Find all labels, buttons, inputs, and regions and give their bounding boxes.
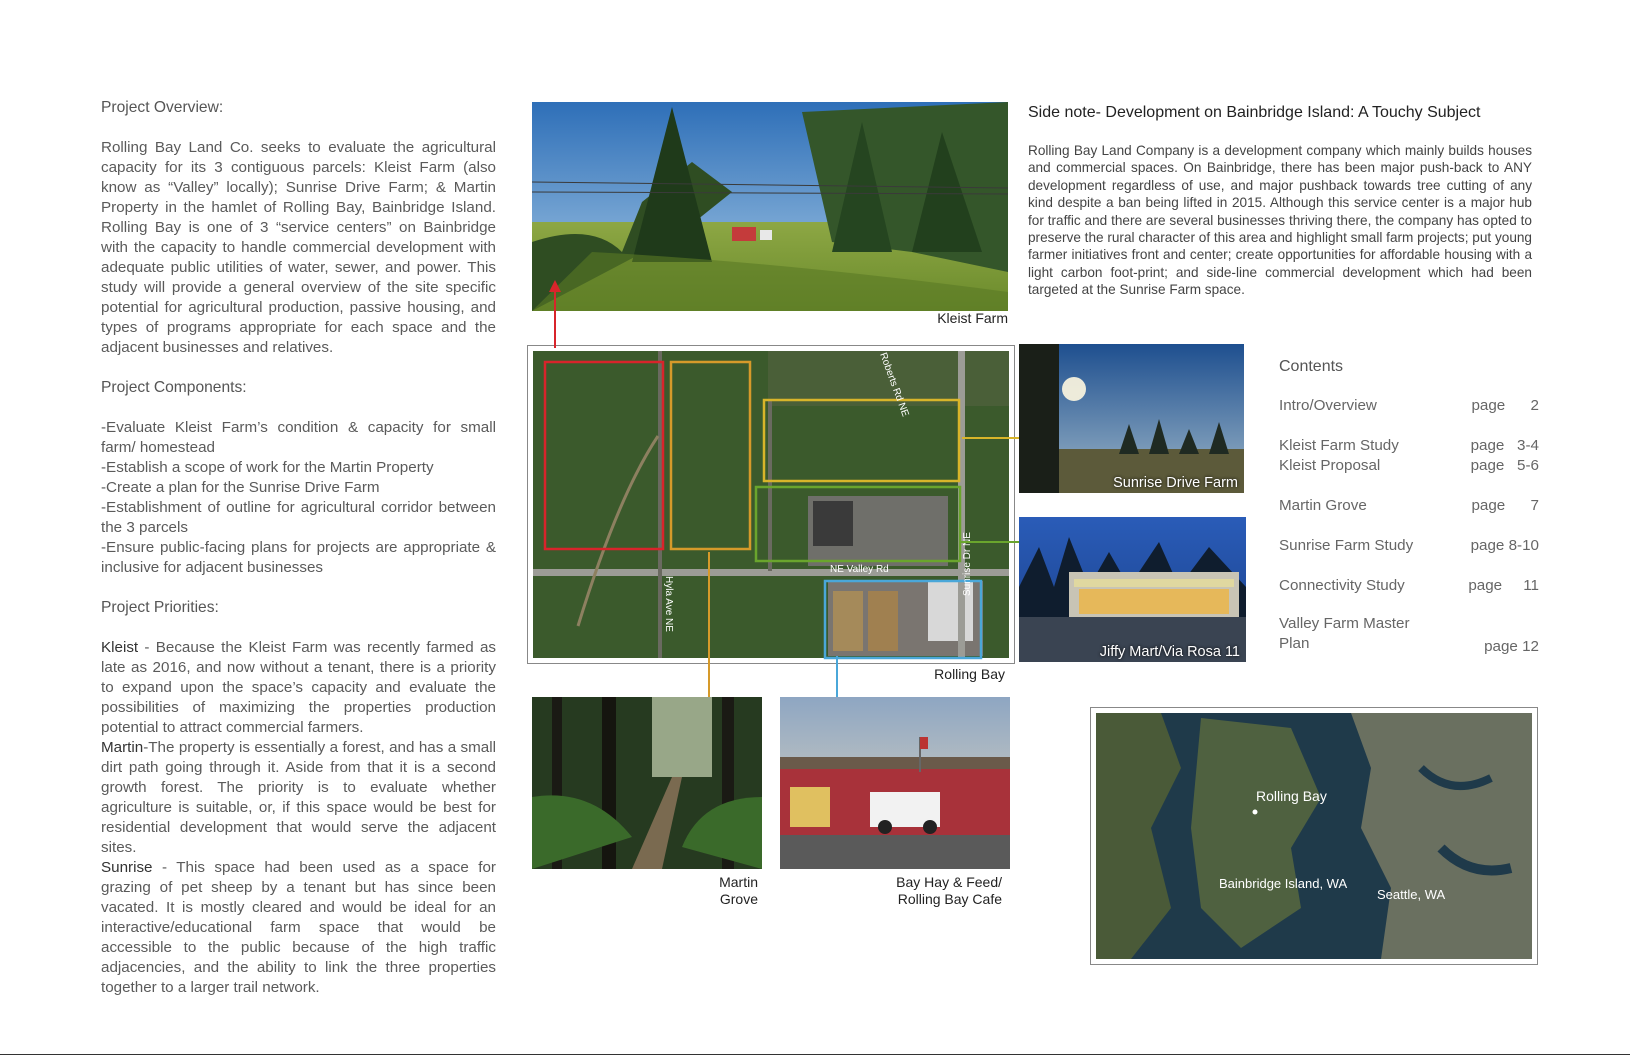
bay-hay-photo xyxy=(780,697,1010,869)
toc-page: page 8-10 xyxy=(1470,537,1539,554)
arrow-kleist xyxy=(549,280,561,292)
overview-body: Rolling Bay Land Co. seeks to evaluate the agricultural capacity for its 3 contiguous parcels: Kleist Farm (also know as “Valley” locally); Sunrise Drive Farm; & Martin Property in the hamlet of Rolling Bay, Bainbridge Island. Rolling Bay is one of 3 “service centers” on Bainbridge with the capacity to handle commercial development with adequate public utilities of water, sewer, and power. This study will provide a general overview of the site specific potential for agricultural production, passive housing, and types of programs appropriate for each space and the adjacent businesses and relatives. xyxy=(101,139,496,356)
region-map xyxy=(1090,707,1538,965)
priority-kleist-text: - Because the Kleist Farm was recently farmed as late as 2016, and now without a tenant, there is a priority to expand upon the space’s capacity and evaluate the possibilities of maximizing the properties production potential to attract commercial farmers. xyxy=(101,639,496,736)
road-label-sunrise: Sunrise Dr NE xyxy=(962,532,973,596)
toc-label: Intro/Overview xyxy=(1279,397,1377,414)
overview-heading: Project Overview: xyxy=(101,99,224,116)
side-note-body: Rolling Bay Land Company is a development company which mainly builds houses and commercial spaces. On Bainbridge, there has been major push-back to ANY development regardless of use, and major pushback towards tree cutting of any kind despite a ban being lifted in 2015. Although this service center is a major hub for traffic and there are several businesses thriving there, the company has opted to preserve the rural character of this area and highlight small farm projects; put young farmer initiatives front and center; create opportunities for affordable housing with a light carbon foot-print; and side-line commercial development which had been targeted at the Sunrise Farm space. xyxy=(1028,143,1532,298)
keyword-kleist: Kleist xyxy=(101,639,139,656)
label-region-rolling-bay: Rolling Bay xyxy=(1256,788,1327,804)
toc-label: Connectivity Study xyxy=(1279,577,1405,594)
list-item: -Evaluate Kleist Farm’s condition & capacity for small farm/ homestead xyxy=(101,419,496,456)
components-heading: Project Components: xyxy=(101,379,247,396)
caption-kleist-farm: Kleist Farm xyxy=(937,310,1008,326)
caption-martin-grove xyxy=(662,874,758,908)
priority-sunrise-text: - This space had been used as a space for grazing of pet sheep by a tenant but has since been vacated. It is mostly cleared and would be ideal for an interactive/educational farm space that would be accessible to the public because of the high traffic adjacencies, and the ability to link the three properties together to a larger trail network. xyxy=(101,859,496,996)
toc-page: page 12 xyxy=(1484,638,1539,655)
caption-martin-line-2: Grove xyxy=(719,891,758,907)
road-label-hyla: Hyla Ave NE xyxy=(663,576,674,632)
label-jiffy-mart: Jiffy Mart/Via Rosa 11 xyxy=(1099,644,1240,660)
keyword-sunrise: Sunrise xyxy=(101,859,153,876)
caption-bay-hay-line-1: Bay Hay & Feed/ xyxy=(896,874,1002,890)
label-region-seattle: Seattle, WA xyxy=(1377,887,1446,902)
toc-label: Kleist Proposal xyxy=(1279,457,1381,474)
toc-page: page 2 xyxy=(1471,397,1539,414)
list-item: -Establishment of outline for agricultural corridor between the 3 parcels xyxy=(101,499,496,536)
list-item: -Establish a scope of work for the Martin Property xyxy=(101,459,434,476)
toc-page: page 3-4 xyxy=(1470,437,1539,454)
jiffy-mart-photo xyxy=(1019,517,1246,662)
martin-grove-photo xyxy=(532,697,762,869)
label-region-bainbridge: Bainbridge Island, WA xyxy=(1219,876,1348,891)
road-label-roberts: Roberts Rd NE xyxy=(877,351,911,419)
sunrise-drive-farm-photo xyxy=(1019,344,1244,493)
caption-rolling-bay: Rolling Bay xyxy=(934,666,1005,682)
road-label-valley: NE Valley Rd xyxy=(830,564,889,575)
side-note-title: Side note- Development on Bainbridge Island: A Touchy Subject xyxy=(1028,104,1481,121)
toc-page: page 7 xyxy=(1471,497,1539,514)
toc-page: page 11 xyxy=(1468,577,1539,594)
toc-page: page 5-6 xyxy=(1470,457,1539,474)
priority-martin-text: -The property is essentially a forest, and has a small dirt path going through it. Aside from that it is a second growth forest. The priority is to evaluate whether agriculture is suitable, or, if this space would be best for residential development that would serve the adjacent sites. xyxy=(101,739,496,856)
toc-label: Kleist Farm Study xyxy=(1279,437,1399,454)
toc-label: Plan xyxy=(1279,635,1310,652)
list-item: -Ensure public-facing plans for projects are appropriate & inclusive for adjacent businesses xyxy=(101,539,496,576)
caption-bay-hay xyxy=(860,874,1002,908)
list-item: -Create a plan for the Sunrise Drive Farm xyxy=(101,479,380,496)
toc-label: Sunrise Farm Study xyxy=(1279,537,1414,554)
toc-label: Valley Farm Master xyxy=(1279,615,1410,632)
label-sunrise-drive-farm: Sunrise Drive Farm xyxy=(1113,475,1238,491)
contents-title: Contents xyxy=(1279,358,1344,375)
keyword-martin: Martin xyxy=(101,739,144,756)
toc-label: Martin Grove xyxy=(1279,497,1367,514)
caption-bay-hay-line-2: Rolling Bay Cafe xyxy=(897,891,1002,907)
priorities-heading: Project Priorities: xyxy=(101,599,219,616)
caption-martin-line-1: Martin xyxy=(719,874,758,890)
